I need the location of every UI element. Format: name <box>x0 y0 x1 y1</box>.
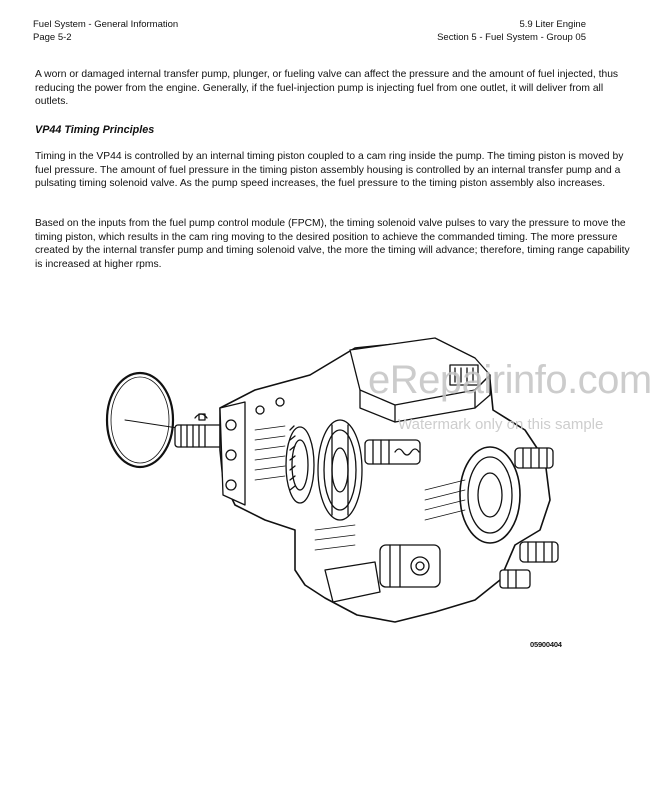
header-section-title: Fuel System - General Information <box>33 19 179 30</box>
header-group: Section 5 - Fuel System - Group 05 <box>437 32 586 43</box>
page-header-right <box>437 18 586 44</box>
paragraph-fpcm: Based on the inputs from the fuel pump control module (FPCM), the timing solenoid valve pulses to vary the pressure to move the timing piston, which results in the cam ring moving to the desired position to achieve the commanded timing. The more pressure created by the internal transfer pump and timing solenoid valve, the more the timing will advance; therefore, timing range capability is increased at higher rpms. <box>35 218 630 270</box>
timing-piston <box>365 440 420 464</box>
section-heading: VP44 Timing Principles <box>35 124 155 136</box>
o-ring <box>107 373 173 467</box>
page-header-left <box>33 18 178 44</box>
watermark-sub: Watermark only on this sample <box>398 416 604 433</box>
header-page-number: Page 5-2 <box>33 32 72 43</box>
distributor-head <box>460 447 520 543</box>
header-engine: 5.9 Liter Engine <box>519 19 586 30</box>
watermark-main: eRepairinfo.com <box>368 358 652 402</box>
drive-shaft <box>175 414 223 447</box>
paragraph-transfer-pump: A worn or damaged internal transfer pump, plunger, or fueling valve can affect the pressure and the amount of fuel injected, thus reducing the power from the engine. Generally, if the fuel-injection pump is injecting fuel from one outlet, it will deliver from all outlets. <box>35 69 619 107</box>
cam-ring <box>318 420 362 520</box>
figure-code: 05900404 <box>530 640 562 649</box>
paragraph-timing: Timing in the VP44 is controlled by an internal timing piston coupled to a cam ring inside the pump. The timing piston is moved by fuel pressure. The amount of fuel pressure in the timing piston assembly housing is controlled by an internal transfer pump and a pulsating timing solenoid valve. As the pump speed increases, the fuel pressure to the timing piston assembly also increases. <box>35 151 624 189</box>
internal-gears <box>286 426 314 503</box>
